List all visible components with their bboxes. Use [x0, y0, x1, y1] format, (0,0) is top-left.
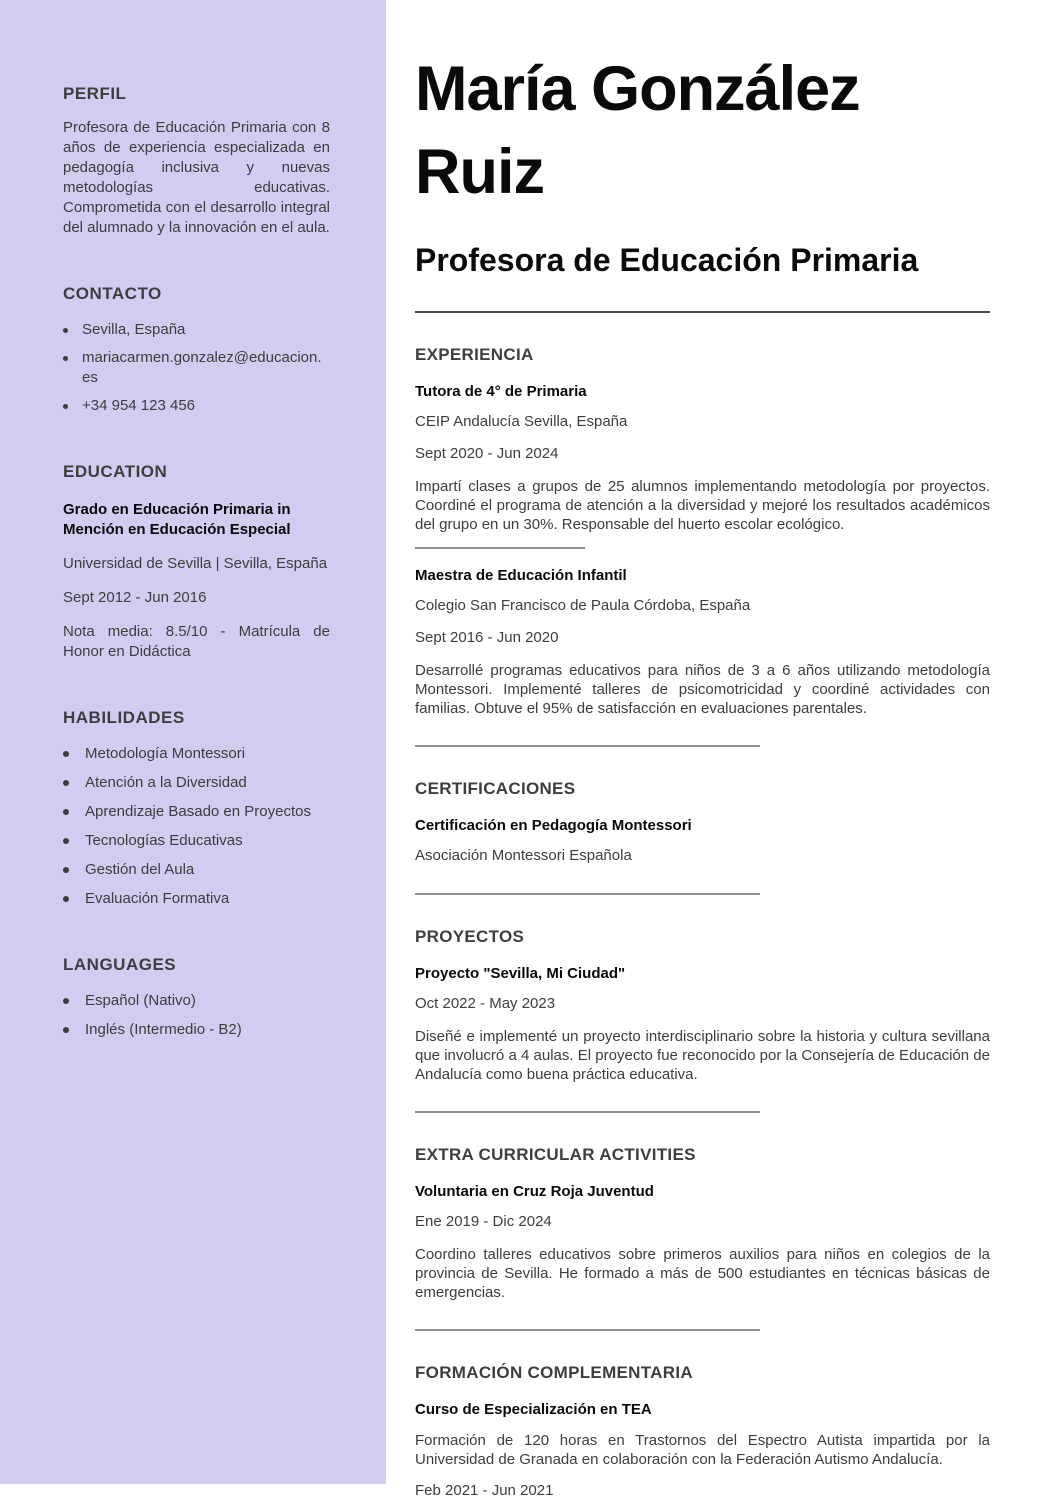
contact-location-text: Sevilla, España — [82, 321, 186, 338]
experience-entry — [415, 567, 990, 718]
section-languages — [63, 955, 330, 1040]
activity-description: Coordino talleres educativos sobre primeros auxilios para niños en colegios de la provincia de Sevilla. He formado a más de 500 estudiantes en técnicas básicas de emergencias. — [415, 1246, 990, 1301]
bullet-icon — [63, 356, 68, 361]
experience-entry — [415, 383, 990, 534]
section-divider — [415, 1111, 760, 1113]
section-proyectos — [415, 927, 990, 1084]
activity-dates: Ene 2019 - Dic 2024 — [415, 1213, 552, 1230]
entry-org: Colegio San Francisco de Paula Córdoba, España — [415, 597, 751, 614]
language-item — [63, 1020, 330, 1040]
bullet-icon — [63, 998, 69, 1004]
project-dates: Oct 2022 - May 2023 — [415, 995, 556, 1012]
skill-item — [63, 802, 330, 822]
person-name: María González Ruiz — [415, 54, 860, 207]
formacion-heading: FORMACIÓN COMPLEMENTARIA — [415, 1363, 693, 1382]
course-dates: Feb 2021 - Jun 2021 — [415, 1482, 554, 1499]
section-extra-curricular — [415, 1145, 990, 1302]
contact-item-phone — [63, 396, 325, 416]
skill-text: Tecnologías Educativas — [85, 832, 243, 849]
education-degree: Grado en Educación Primaria in Mención en Educación Especial — [63, 501, 291, 538]
skill-text: Aprendizaje Basado en Proyectos — [85, 803, 311, 820]
bullet-icon — [63, 809, 69, 815]
education-note: Nota media: 8.5/10 - Matrícula de Honor en Didáctica — [63, 623, 330, 660]
extra-curricular-heading: EXTRA CURRICULAR ACTIVITIES — [415, 1145, 696, 1164]
entry-role: Tutora de 4° de Primaria — [415, 383, 587, 400]
entry-divider — [415, 547, 585, 549]
skill-item — [63, 831, 330, 851]
contact-item-email — [63, 348, 325, 388]
section-divider — [415, 745, 760, 747]
section-divider — [415, 893, 760, 895]
entry-description: Impartí clases a grupos de 25 alumnos implementando metodología por proyectos. Coordiné el programa de atención a la diversidad y mejoré los resultados académicos del grupo en un 30%. Responsable del huerto escolar ecológico. — [415, 478, 990, 533]
skill-item — [63, 889, 330, 909]
bullet-icon — [63, 1027, 69, 1033]
language-text: Inglés (Intermedio - B2) — [85, 1021, 242, 1038]
certification-title: Certificación en Pedagogía Montessori — [415, 817, 692, 834]
contact-phone-text: +34 954 123 456 — [82, 397, 196, 414]
project-title: Proyecto "Sevilla, Mi Ciudad" — [415, 965, 626, 982]
experiencia-heading: EXPERIENCIA — [415, 345, 534, 364]
perfil-text: Profesora de Educación Primaria con 8 años de experiencia especializada en pedagogía inclusiva y nuevas metodologías educativas. Comprometida con el desarrollo integral del alumnado y la innovación en el aula. — [63, 119, 330, 236]
language-item — [63, 991, 330, 1011]
sidebar — [0, 0, 386, 1484]
skill-text: Metodología Montessori — [85, 745, 246, 762]
entry-dates: Sept 2016 - Jun 2020 — [415, 629, 559, 646]
section-contacto — [63, 284, 330, 416]
entry-role: Maestra de Educación Infantil — [415, 567, 627, 584]
bullet-icon — [63, 838, 69, 844]
skill-text: Atención a la Diversidad — [85, 774, 247, 791]
perfil-heading: PERFIL — [63, 84, 127, 103]
certification-issuer: Asociación Montessori Española — [415, 847, 632, 864]
person-job-title: Profesora de Educación Primaria — [415, 242, 919, 278]
entry-org: CEIP Andalucía Sevilla, España — [415, 413, 628, 430]
skills-list — [63, 744, 330, 909]
entry-description: Desarrollé programas educativos para niños de 3 a 6 años utilizando metodología Montessori. Implementé talleres de psicomotricidad y coordiné actividades con familias. Obtuve el 95% de satisfacción en evaluaciones parentales. — [415, 662, 990, 717]
section-education — [63, 462, 330, 662]
course-title: Curso de Especialización en TEA — [415, 1401, 652, 1418]
header-rule — [415, 311, 990, 313]
education-heading: EDUCATION — [63, 462, 168, 481]
course-description: Formación de 120 horas en Trastornos del Espectro Autista impartida por la Universidad de Granada en colaboración con la Federación Autismo Andalucía. — [415, 1432, 990, 1468]
section-habilidades — [63, 708, 330, 909]
entry-dates: Sept 2020 - Jun 2024 — [415, 445, 559, 462]
section-certificaciones — [415, 779, 990, 866]
proyectos-heading: PROYECTOS — [415, 927, 525, 946]
section-divider — [415, 1329, 760, 1331]
section-perfil — [63, 84, 330, 238]
bullet-icon — [63, 404, 68, 409]
languages-heading: LANGUAGES — [63, 955, 177, 974]
activity-title: Voluntaria en Cruz Roja Juventud — [415, 1183, 654, 1200]
bullet-icon — [63, 751, 69, 757]
habilidades-heading: HABILIDADES — [63, 708, 185, 727]
section-experiencia — [415, 345, 990, 718]
contact-list — [63, 320, 330, 416]
skill-item — [63, 860, 330, 880]
education-institution: Universidad de Sevilla | Sevilla, España — [63, 555, 328, 572]
language-text: Español (Nativo) — [85, 992, 196, 1009]
education-dates: Sept 2012 - Jun 2016 — [63, 589, 207, 606]
project-description: Diseñé e implementé un proyecto interdisciplinario sobre la historia y cultura sevillana que involucró a 4 aulas. El proyecto fue reconocido por la Consejería de Educación de Andalucía como buena práctica educativa. — [415, 1028, 990, 1083]
certificaciones-heading: CERTIFICACIONES — [415, 779, 576, 798]
contact-email-text: mariacarmen.gonzalez@educacion.es — [82, 349, 322, 386]
contact-item-location — [63, 320, 325, 340]
contacto-heading: CONTACTO — [63, 284, 162, 303]
bullet-icon — [63, 328, 68, 333]
languages-list — [63, 991, 330, 1040]
skill-item — [63, 773, 330, 793]
skill-item — [63, 744, 330, 764]
bullet-icon — [63, 780, 69, 786]
bullet-icon — [63, 896, 69, 902]
section-formacion — [415, 1363, 990, 1501]
skill-text: Gestión del Aula — [85, 861, 195, 878]
skill-text: Evaluación Formativa — [85, 890, 230, 907]
main-content — [386, 0, 1050, 1499]
bullet-icon — [63, 867, 69, 873]
